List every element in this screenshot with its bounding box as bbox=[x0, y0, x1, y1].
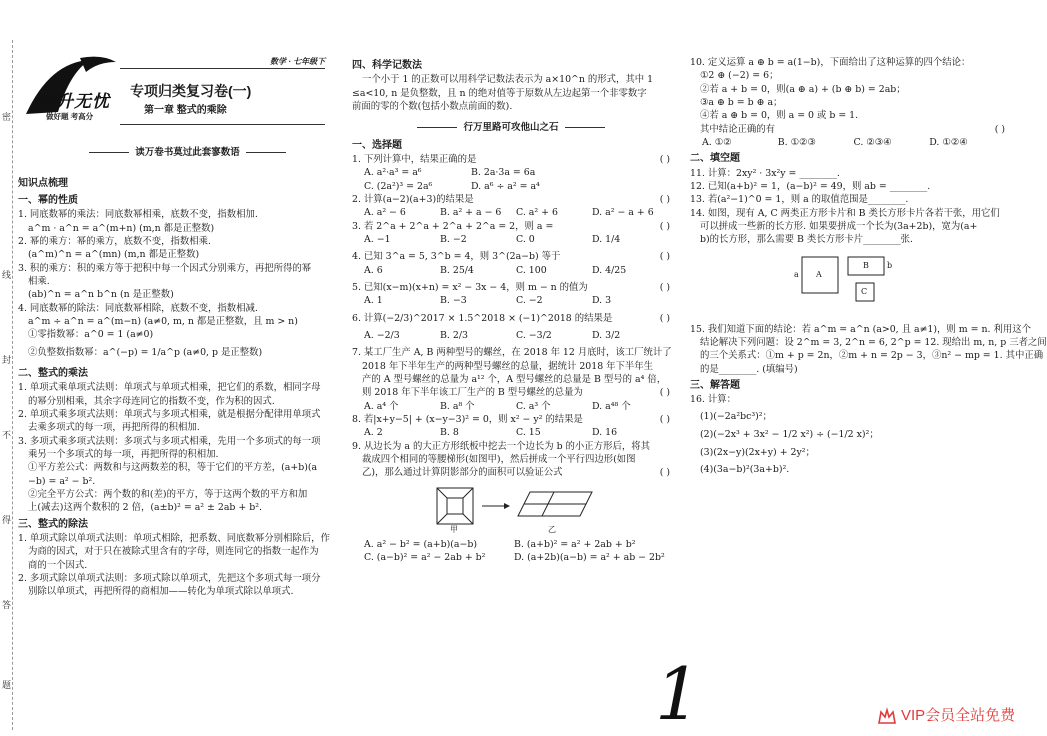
option: C. 15 bbox=[516, 427, 541, 439]
option: A. −2/3 bbox=[364, 330, 400, 342]
motto-banner bbox=[352, 121, 670, 134]
option: B. 2/3 bbox=[440, 330, 468, 342]
text-line: ≤a<10, n 是负整数，且 n 的绝对值等于原数从左边起第一个非零数字 bbox=[352, 87, 647, 99]
question-stem: 13. 若(a²−1)^0 = 1，则 a 的取值范围是________. bbox=[690, 194, 909, 206]
subject-tag: 数学 · 七年级下 bbox=[270, 57, 326, 66]
answer-paren: ( ) bbox=[994, 123, 1005, 135]
answer-paren: ( ) bbox=[659, 193, 670, 205]
option-row bbox=[352, 294, 670, 307]
card-label: b bbox=[887, 260, 893, 270]
sub-question: (4)(3a−b)²(3a+b)². bbox=[700, 463, 790, 475]
crown-icon bbox=[877, 707, 897, 725]
option: D. 4/25 bbox=[592, 264, 627, 276]
text-line: 的幂分别相乘，其余字母连同它的指数不变，作为积的因式. bbox=[28, 395, 275, 407]
option-row bbox=[690, 136, 1005, 149]
answer-paren: ( ) bbox=[659, 281, 670, 293]
margin-glyph: 密 bbox=[2, 113, 12, 123]
option: A. a⁴ 个 bbox=[364, 400, 399, 412]
question-stem: 11. 计算：2xy² · 3x²y = ________. bbox=[690, 167, 840, 179]
text-line: 一个小于 1 的正数可以用科学记数法表示为 a×10^n 的形式，其中 1 bbox=[362, 74, 654, 86]
question-stem: 的是________. (填编号) bbox=[700, 363, 798, 375]
option: B. 25/4 bbox=[440, 264, 474, 276]
text-line: 2. 单项式乘多项式法则：单项式与多项式相乘，就是根据分配律用单项式 bbox=[18, 409, 321, 421]
motto-banner bbox=[60, 146, 315, 159]
option: A. ①② bbox=[702, 137, 732, 149]
section-heading: 知识点梳理 bbox=[18, 178, 68, 189]
logo-text: 高升无忧 bbox=[38, 92, 110, 111]
formula-line: (ab)^n = a^n b^n (n 是正整数) bbox=[28, 289, 174, 301]
answer-paren: ( ) bbox=[659, 312, 670, 324]
page-number: 1 bbox=[655, 652, 701, 736]
option: D. 3 bbox=[592, 295, 612, 307]
margin-glyph: 不 bbox=[2, 431, 12, 441]
option-row bbox=[352, 426, 670, 439]
question-stem: 12. 已知(a+b)² = 1，(a−b)² = 49，则 ab = ________. bbox=[690, 180, 931, 192]
figure-cards bbox=[794, 251, 1005, 317]
question-stem: 裁成四个相同的等腰梯形(如图甲)，然后拼成一个平行四边形(如图 bbox=[362, 454, 636, 466]
margin-glyph: 得 bbox=[2, 516, 12, 526]
question-stem: 14. 如图，现有 A, C 两类正方形卡片和 B 类长方形卡片各若干张，用它们 bbox=[690, 207, 1000, 219]
option: A. a² − 6 bbox=[364, 207, 406, 219]
answer-paren: ( ) bbox=[659, 467, 670, 479]
motto-text: 行万里路可攻他山之石 bbox=[463, 122, 559, 134]
option: C. −3/2 bbox=[516, 330, 552, 342]
question-stem: 则 2018 年下半年该工厂生产的 B 型号螺丝的总量为 ( ) bbox=[362, 387, 670, 399]
option: A. 1 bbox=[364, 295, 383, 307]
sub-question: (1)(−2a²bc³)²； bbox=[700, 410, 772, 422]
watermark-text: VIP会员全站免费 bbox=[901, 707, 1016, 724]
text-line: 2. 幂的乘方：幂的乘方，底数不变，指数相乘. bbox=[18, 236, 212, 248]
question-stem: 7. 某工厂生产 A, B 两种型号的螺丝，在 2018 年 12 月底时，该工厂统计了 bbox=[352, 347, 672, 359]
margin-glyph: 题 bbox=[2, 681, 12, 691]
binding-dashed-line bbox=[12, 40, 13, 730]
option: B. −3 bbox=[440, 295, 467, 307]
question-stem: 8. 若|x+y−5| + (x−y−3)² = 0，则 x² − y² 的结果是 ( ) bbox=[352, 414, 670, 426]
middle-column bbox=[352, 56, 670, 564]
question-stem: 乙)，那么通过计算阴影部分的面积可以验证公式 ( ) bbox=[362, 467, 670, 479]
option: D. a⁴⁸ 个 bbox=[592, 400, 631, 412]
option: C. a² + 6 bbox=[516, 207, 558, 219]
option: D. 16 bbox=[592, 427, 618, 439]
text-line: 1. 单项式乘单项式法则：单项式与单项式相乘，把它们的系数，相同字母 bbox=[18, 382, 321, 394]
sub-question: (2)(−2x³ + 3x² − 1/2 x²) ÷ (−1/2 x)²； bbox=[700, 428, 879, 440]
formula-line: a^m ÷ a^n = a^(m−n) (a≠0, m, n 都是正整数，且 m > n) bbox=[28, 316, 298, 328]
question-stem: 其中结论正确的有 ( ) bbox=[700, 123, 1005, 135]
option: B. −2 bbox=[440, 233, 467, 245]
option-row bbox=[352, 206, 670, 219]
option: C. −2 bbox=[516, 295, 543, 307]
text-line: 3. 多项式乘多项式法则：多项式与多项式相乘，先用一个多项式的每一项 bbox=[18, 435, 321, 447]
section-heading: 一、选择题 bbox=[352, 139, 402, 151]
text-line: 4. 同底数幂的除法：同底数幂相除，底数不变，指数相减. bbox=[18, 302, 258, 314]
question-stem: 15. 我们知道下面的结论：若 a^m = a^n (a>0, 且 a≠1)，则 m = n. 利用这个 bbox=[690, 323, 1031, 335]
option-row bbox=[352, 329, 670, 342]
formula-line: (a^m)^n = a^(mn) (m,n 都是正整数) bbox=[28, 249, 200, 261]
question-stem: ②若 a + b = 0，则(a ⊕ a) + (b ⊕ b) = 2ab； bbox=[700, 83, 906, 95]
header-rule bbox=[120, 68, 325, 69]
formula-line: ①零指数幂：a^0 = 1 (a≠0) bbox=[28, 329, 154, 341]
option: D. 3/2 bbox=[592, 330, 621, 342]
option: D. a⁶ ÷ a² = a⁴ bbox=[471, 180, 540, 192]
card-label: a bbox=[794, 269, 799, 279]
option: B. ①②③ bbox=[777, 137, 816, 149]
margin-glyph: 线 bbox=[2, 271, 12, 281]
text-line: 去乘多项式的每一项，再把所得的积相加. bbox=[28, 422, 200, 434]
text-line: 1. 同底数幂的乘法：同底数幂相乘，底数不变，指数相加. bbox=[18, 209, 258, 221]
option: D. a² − a + 6 bbox=[592, 207, 654, 219]
section-heading: 三、解答题 bbox=[690, 380, 740, 392]
question-stem: 1. 下列计算中，结果正确的是 ( ) bbox=[352, 153, 670, 165]
text-line: 前面的零的个数(包括小数点前面的数). bbox=[352, 100, 513, 112]
option: A. 6 bbox=[364, 264, 383, 276]
question-stem: 4. 已知 3^a = 5, 3^b = 4，则 3^(2a−b) 等于 ( ) bbox=[352, 251, 670, 263]
section-heading: 二、填空题 bbox=[690, 153, 740, 165]
text-line: ①平方差公式：两数和与这两数差的积，等于它们的平方差，(a+b)(a bbox=[28, 462, 318, 474]
text-line: ②完全平方公式：两个数的和(差)的平方，等于这两个数的平方和加 bbox=[28, 489, 308, 501]
answer-paren: ( ) bbox=[659, 153, 670, 165]
question-stem: 2. 计算(a−2)(a+3)的结果是 ( ) bbox=[352, 193, 670, 205]
option-row bbox=[352, 233, 670, 246]
page-title: 专项归类复习卷(一) bbox=[130, 83, 252, 99]
question-stem: 5. 已知(x−m)(x+n) = x² − 3x − 4，则 m − n 的值为 ( ) bbox=[352, 281, 670, 293]
section-heading: 一、幂的性质 bbox=[18, 195, 78, 207]
option: C. a³ 个 bbox=[516, 400, 551, 412]
question-stem: 10. 定义运算 a ⊕ b = a(1−b)，下面给出了这种运算的四个结论： bbox=[690, 57, 971, 68]
question-stem: b)的长方形，那么需要 B 类长方形卡片________张. bbox=[700, 234, 913, 246]
option: A. a²·a³ = a⁶ bbox=[364, 167, 422, 179]
section-heading: 三、整式的除法 bbox=[18, 518, 88, 530]
figure-trapezoids bbox=[432, 486, 670, 536]
option: C. 0 bbox=[516, 233, 535, 245]
text-line: 别除以单项式，再把所得的商相加——转化为单项式除以单项式. bbox=[28, 586, 294, 598]
option: B. a² + a − 6 bbox=[440, 207, 502, 219]
question-stem: ③a ⊕ b = b ⊕ a； bbox=[700, 97, 783, 109]
option-row bbox=[352, 166, 670, 179]
header-rule-2 bbox=[120, 124, 325, 125]
text-line: 相乘. bbox=[28, 276, 50, 288]
question-stem: 3. 若 2^a + 2^a + 2^a + 2^a = 2，则 a = ( ) bbox=[352, 220, 670, 232]
formula-line: ②负整数指数幂：a^(−p) = 1/a^p (a≠0, p 是正整数) bbox=[28, 346, 263, 358]
text-line: −b) = a² − b². bbox=[28, 475, 96, 487]
option: D. 1/4 bbox=[592, 233, 621, 245]
text-line: 1. 单项式除以单项式法则：单项式相除，把系数、同底数幂分别相除后，作 bbox=[18, 532, 330, 544]
question-stem: ①2 ⊕ (−2) = 6； bbox=[700, 70, 779, 82]
trapezoid-figure-icon bbox=[432, 486, 652, 528]
text-line: 乘另一个多项式的每一项，再把所得的积相加. bbox=[28, 449, 219, 461]
option: B. 8 bbox=[440, 427, 459, 439]
right-column bbox=[690, 56, 1047, 476]
question-stem: 6. 计算(−2/3)^2017 × 1.5^2018 × (−1)^2018 的结果是 ( ) bbox=[352, 312, 670, 324]
option-row bbox=[352, 264, 670, 277]
option: C. ②③④ bbox=[853, 137, 892, 149]
left-column bbox=[18, 174, 328, 599]
answer-paren: ( ) bbox=[659, 387, 670, 399]
text-line: 3. 积的乘方：积的乘方等于把积中每一个因式分别乘方，再把所得的幂 bbox=[18, 262, 312, 274]
answer-paren: ( ) bbox=[659, 220, 670, 232]
option: A. −1 bbox=[364, 233, 391, 245]
text-line: 商的一个因式. bbox=[28, 559, 88, 571]
option-row bbox=[352, 551, 670, 564]
brand-logo bbox=[20, 52, 120, 130]
question-stem: 的三个关系式：①m + p = 2n，②m + n = 2p − 3，③n² − mp = 1. 其中正确 bbox=[700, 350, 1044, 362]
question-stem: 可以拼成一些新的长方形. 如果要拼成一个长为(3a+2b)，宽为(a+ bbox=[700, 220, 978, 232]
question-stem: 16. 计算： bbox=[690, 394, 737, 406]
option: C. 100 bbox=[516, 264, 547, 276]
text-line: 2. 多项式除以单项式法则：多项式除以单项式，先把这个多项式每一项分 bbox=[18, 573, 321, 584]
figure-caption: 乙 bbox=[548, 524, 556, 534]
section-heading: 二、整式的乘法 bbox=[18, 368, 88, 380]
figure-caption: 甲 bbox=[450, 524, 458, 534]
sub-question: (3)(2x−y)(2x+y) + 2y²； bbox=[700, 447, 815, 459]
chapter-subtitle: 第一章 整式的乘除 bbox=[144, 105, 227, 116]
option: D. (a+2b)(a−b) = a² + ab − 2b² bbox=[514, 552, 665, 564]
option: B. (a+b)² = a² + 2ab + b² bbox=[514, 538, 636, 550]
option: A. 2 bbox=[364, 427, 383, 439]
logo-slogan: 做好题 考高分 bbox=[46, 112, 94, 121]
card-label: C bbox=[861, 286, 868, 296]
motto-text: 读万卷书莫过此套寥数语 bbox=[135, 147, 240, 158]
option: D. ①②④ bbox=[929, 137, 968, 149]
formula-line: a^m · a^n = a^(m+n) (m,n 都是正整数) bbox=[28, 222, 215, 234]
option: C. (a−b)² = a² − 2ab + b² bbox=[364, 552, 486, 564]
text-line: 上(减去)这两个数积的 2 倍，(a±b)² = a² ± 2ab + b². bbox=[28, 502, 262, 514]
margin-glyph: 封 bbox=[2, 356, 12, 366]
question-stem: 结论解决下列问题：设 2^m = 3, 2^n = 6, 2^p = 12. 现给出 m, n, p 三者之间 bbox=[700, 337, 1047, 348]
card-label: A bbox=[816, 269, 822, 279]
question-stem: 2018 年下半年生产的两种型号螺丝的总量，据统计 2018 年下半年生 bbox=[362, 360, 654, 372]
option-row bbox=[352, 180, 670, 193]
question-stem: 9. 从边长为 a 的大正方形纸板中挖去一个边长为 b 的小正方形后，将其 bbox=[352, 440, 650, 452]
option: B. a⁸ 个 bbox=[440, 400, 475, 412]
section-heading: 四、科学记数法 bbox=[352, 60, 422, 71]
answer-paren: ( ) bbox=[659, 251, 670, 263]
margin-glyph: 答 bbox=[2, 601, 12, 611]
text-line: 为商的因式，对于只在被除式里含有的字母，则连同它的指数一起作为 bbox=[28, 546, 319, 558]
card-label: B bbox=[863, 260, 869, 270]
option-row bbox=[352, 400, 670, 413]
question-stem: 产的 A 型号螺丝的总量为 a¹² 个，A 型号螺丝的总量是 B 型号的 a⁴ 倍， bbox=[362, 374, 667, 386]
answer-paren: ( ) bbox=[659, 414, 670, 426]
option: C. (2a²)³ = 2a⁶ bbox=[364, 180, 433, 192]
option: A. a² − b² = (a+b)(a−b) bbox=[364, 538, 477, 550]
option: B. 2a·3a = 6a bbox=[471, 167, 536, 179]
question-stem: ④若 a ⊕ b = 0，则 a = 0 或 b = 1. bbox=[700, 110, 859, 122]
vip-watermark[interactable] bbox=[877, 705, 1015, 726]
option-row bbox=[352, 538, 670, 551]
